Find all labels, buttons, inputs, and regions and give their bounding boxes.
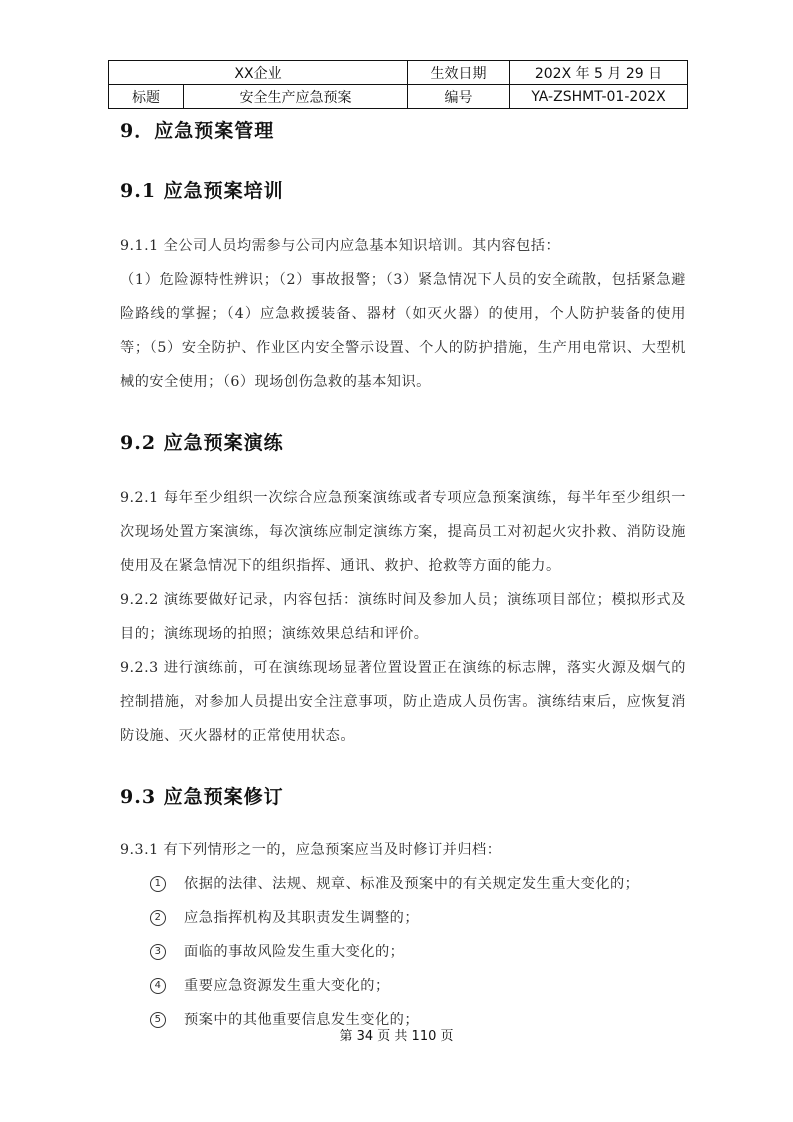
code-label: 编号	[408, 85, 510, 109]
paragraph-9-1-1-content: （1）危险源特性辨识；（2）事故报警；（3）紧急情况下人员的安全疏散，包括紧急避险路线的掌握；（4）应急救援装备、器材（如灭火器）的使用，个人防护装备的使用等；（5）安全防护、作业区内安全警示设置、个人的防护措施，生产用电常识、大型机械的安全使用；（6）现场创伤急救的基本知识。	[120, 272, 686, 390]
paragraph-9-2-3: 9.2.3 进行演练前，可在演练现场显著位置设置正在演练的标志牌，落实火源及烟气的控制措施，对参加人员提出安全注意事项，防止造成人员伤害。演练结束后，应恢复消防设施、灭火器材的正常使用状态。	[120, 660, 686, 744]
list-item-text: 重要应急资源发生重大变化的；	[184, 978, 390, 994]
paragraph-9-3-1: 9.3.1 有下列情形之一的，应急预案应当及时修订并归档：	[120, 842, 502, 858]
document-title: 安全生产应急预案	[184, 85, 408, 109]
section-9-1-heading: 9.1 应急预案培训	[120, 180, 284, 202]
header-table	[108, 60, 688, 109]
section-9-2-heading: 9.2 应急预案演练	[120, 432, 284, 454]
effective-date-label: 生效日期	[408, 61, 510, 85]
document-code: YA-ZSHMT-01-202X	[510, 85, 688, 109]
document-body	[120, 115, 686, 1037]
list-item-text: 依据的法律、法规、规章、标准及预案中的有关规定发生重大变化的；	[184, 876, 640, 892]
list-item	[150, 935, 686, 969]
header-row-1	[109, 61, 688, 85]
title-label: 标题	[109, 85, 184, 109]
effective-date: 202X 年 5 月 29 日	[510, 61, 688, 85]
circled-number-icon: 1	[150, 876, 166, 892]
circled-number-icon: 2	[150, 910, 166, 926]
paragraph-9-2-1: 9.2.1 每年至少组织一次综合应急预案演练或者专项应急预案演练，每半年至少组织一次现场处置方案演练，每次演练应制定演练方案，提高员工对初起火灾扑救、消防设施使用及在紧急情况下的组织指挥、通讯、救护、抢救等方面的能力。	[120, 490, 686, 574]
section-9-3-heading: 9.3 应急预案修订	[120, 786, 284, 808]
list-item	[150, 969, 686, 1003]
section-9-heading: 9．应急预案管理	[120, 120, 275, 142]
circled-number-icon: 4	[150, 978, 166, 994]
paragraph-9-2-2: 9.2.2 演练要做好记录，内容包括：演练时间及参加人员；演练项目部位；模拟形式及目的；演练现场的拍照；演练效果总结和评价。	[120, 592, 686, 642]
paragraph-9-1-1: 9.1.1 全公司人员均需参与公司内应急基本知识培训。其内容包括：	[120, 238, 561, 254]
list-item-text: 预案中的其他重要信息发生变化的；	[184, 1012, 420, 1028]
circled-number-icon: 3	[150, 944, 166, 960]
list-item	[150, 867, 686, 901]
page-footer: 第 34 页 共 110 页	[339, 1029, 454, 1044]
list-item-text: 面临的事故风险发生重大变化的；	[184, 944, 405, 960]
company-name: XX企业	[109, 61, 408, 85]
header-row-2	[109, 85, 688, 109]
list-item-text: 应急指挥机构及其职责发生调整的；	[184, 910, 420, 926]
circled-number-icon: 5	[150, 1012, 166, 1028]
list-item	[150, 901, 686, 935]
